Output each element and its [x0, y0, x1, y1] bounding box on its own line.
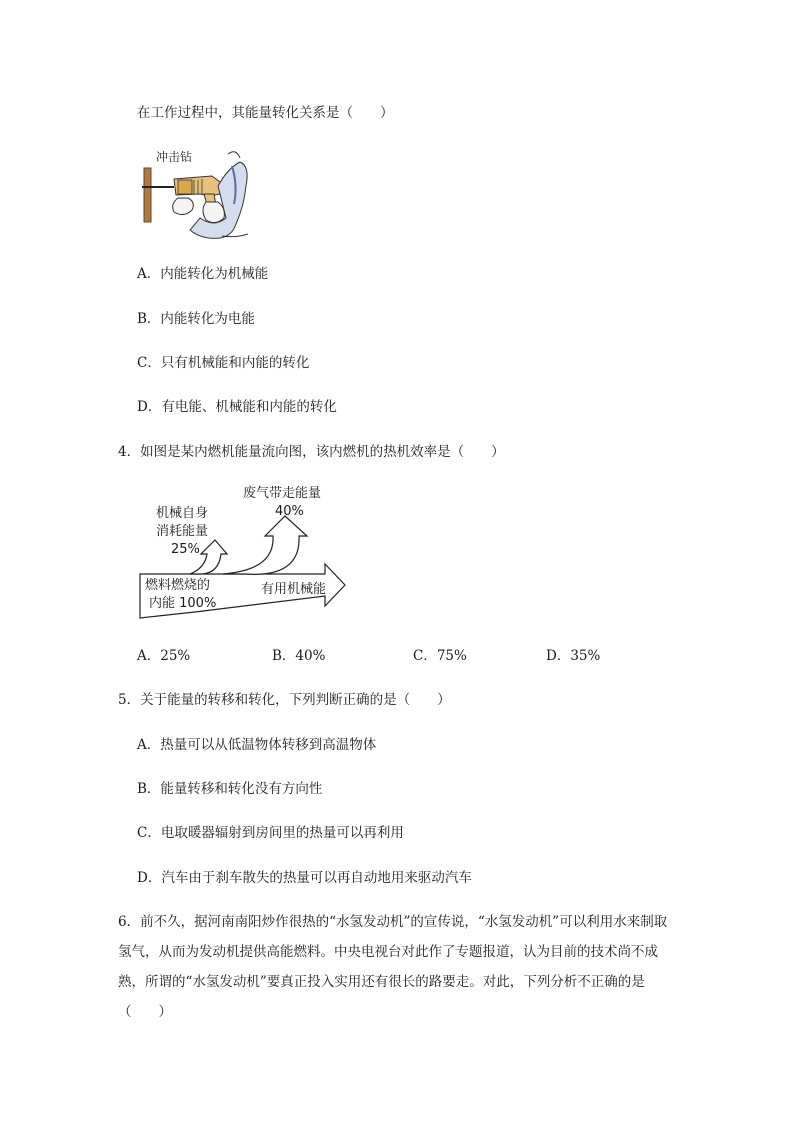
q5-stem: 5．关于能量的转移和转化，下列判断正确的是（ ）: [118, 692, 451, 708]
q3-option-a: A．内能转化为机械能: [137, 266, 269, 282]
exhaust-label: 废气带走能量: [243, 486, 322, 501]
q3-option-c: C．只有机械能和内能的转化: [137, 355, 310, 371]
exhaust-value: 40%: [275, 504, 304, 519]
q3-option-b: B．内能转化为电能: [137, 311, 255, 327]
q6-stem: 6．前不久，据河南南阳炒作很热的“水氢发动机”的宣传说，“水氢发动机”可以利用水来制取氢气，从而为发动机提供高能燃料。中央电视台对此作了专题报道，认为目前的技术尚不成熟，所谓的“水氢发动机”要真正投入实用还有很长的路要走。对此，下列分析不正确的是（ ）: [118, 914, 668, 1020]
q4-option-b: B．40%: [272, 648, 326, 664]
q4-option-d: D．35%: [546, 648, 601, 664]
useful-energy-label: 有用机械能: [261, 582, 327, 597]
mech-loss-label-1: 机械自身: [156, 506, 209, 521]
q5-option-a: A．热量可以从低温物体转移到高温物体: [137, 737, 377, 753]
exhaust-arrow: [223, 516, 307, 574]
impact-drill-label: 冲击钻: [156, 150, 193, 164]
q4-option-a: A．25%: [137, 648, 191, 664]
q5-option-b: B．能量转移和转化没有方向性: [137, 781, 323, 797]
impact-drill-figure: [140, 146, 252, 242]
mech-loss-label-2: 消耗能量: [156, 524, 209, 539]
q4-option-c: C．75%: [413, 648, 467, 664]
q5-option-d: D．汽车由于刹车散失的热量可以再自动地用来驱动汽车: [137, 870, 472, 886]
mech-loss-value: 25%: [171, 542, 200, 557]
fuel-label-1: 燃料燃烧的: [145, 578, 211, 593]
q3-option-d: D．有电能、机械能和内能的转化: [137, 399, 337, 415]
q5-option-c: C．电取暖器辐射到房间里的热量可以再利用: [137, 825, 404, 841]
q3-stem: 在工作过程中，其能量转化关系是（ ）: [137, 105, 394, 121]
fuel-label-2: 内能 100%: [149, 596, 217, 611]
q4-stem: 4．如图是某内燃机能量流向图，该内燃机的热机效率是（ ）: [118, 444, 505, 460]
energy-flow-diagram: [135, 482, 360, 622]
